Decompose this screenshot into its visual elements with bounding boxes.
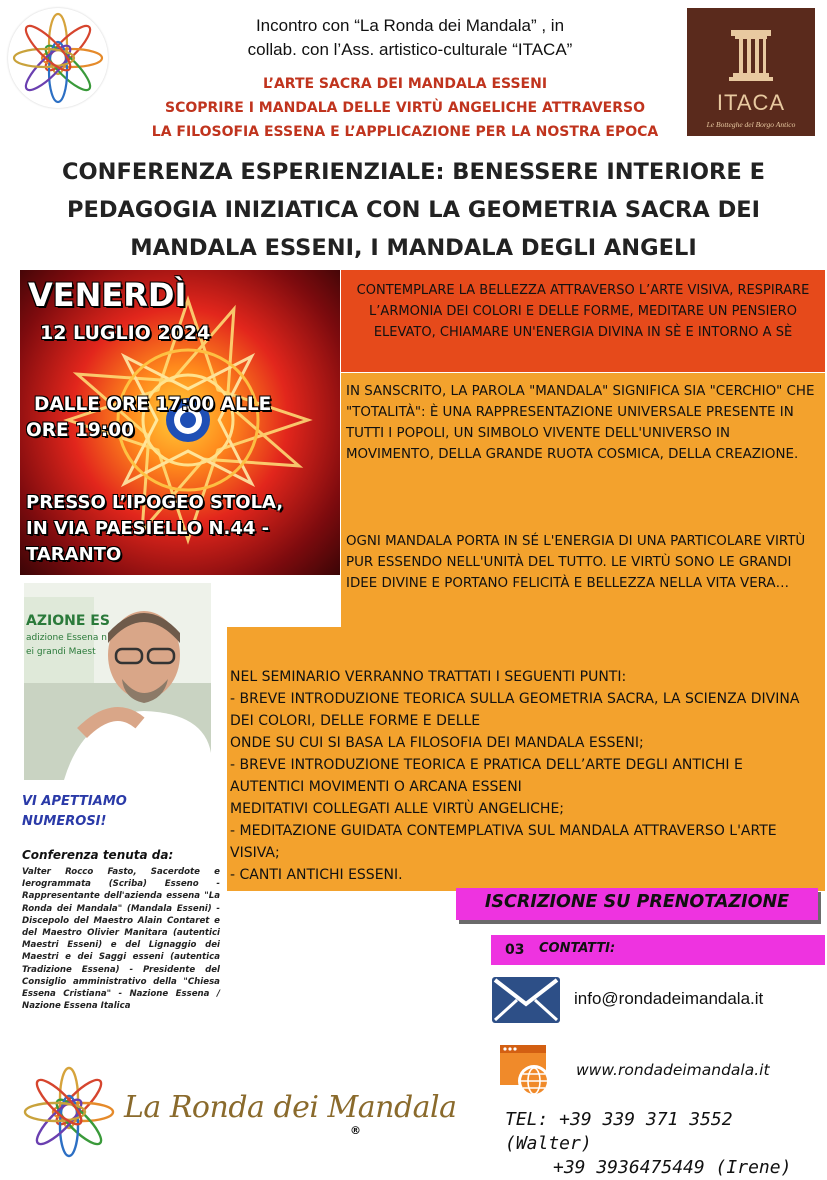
phone-numbers: [505, 1108, 820, 1180]
intro-text: [150, 14, 670, 62]
contacts-label: CONTATTI:: [539, 941, 616, 956]
mandala-flower-icon: [8, 8, 108, 108]
event-day: VENERDÌ: [28, 276, 187, 314]
topic-item-3: - MEDITAZIONE GUIDATA CONTEMPLATIVA SUL MANDALA ATTRAVERSO L'ARTE VISIVA;: [230, 823, 777, 861]
topic-item-1: - BREVE INTRODUZIONE TEORICA SULLA GEOMETRIA SACRA, LA SCIENZA DIVINA DEI COLORI, DELLE FORME E DELLE: [230, 691, 800, 729]
email-icon: [491, 976, 561, 1024]
intro-line-2: collab. con l’Ass. artistico-culturale “ITACA”: [247, 40, 573, 59]
banner-text-1: AZIONE ES: [26, 613, 110, 629]
topic-item-2-cont: MEDITATIVI COLLEGATI ALLE VIRTÙ ANGELICHE;: [230, 801, 565, 817]
subtitle-line-3: LA FILOSOFIA ESSENA E L’APPLICAZIONE PER LA NOSTRA EPOCA: [151, 124, 659, 140]
conference-title-line-3: MANDALA ESSENI, I MANDALA DEGLI ANGELI: [130, 235, 697, 261]
speaker-photo: [24, 583, 211, 780]
held-by-label: Conferenza tenuta da:: [22, 848, 174, 862]
subtitle-line-1: L’ARTE SACRA DEI MANDALA ESSENI: [262, 76, 548, 92]
speaker-bio: Valter Rocco Fasto, Sacerdote e Ierogrammata (Scriba) Esseno - Rappresentante dell'azienda essena "La Ronda dei Mandala" (Mandala Esseni) - Discepolo del Maestro Alain Contaret e del Maestro Olivier Manitara (autentici Maestri Esseni) e del Lignaggio dei Maestri e dei Saggi esseni (autentica Tradizione Essena) - Presidente del Consiglio amministrativo della "Chiesa Essena Cristiana" - Nazione Essena / Nazione Essena Italica: [22, 867, 220, 1012]
registered-mark: ®: [350, 1124, 361, 1137]
topic-item-2: - BREVE INTRODUZIONE TEORICA E PRATICA DELL’ARTE DEGLI ANTICHI E AUTENTICI MOVIMENTI O ARCANA ESSENI: [230, 757, 743, 795]
itaca-name: ITACA: [716, 90, 786, 115]
email-link[interactable]: info@rondadeimandala.it: [574, 989, 764, 1008]
intro-line-1: Incontro con “La Ronda dei Mandala” , in: [255, 16, 565, 35]
itaca-logo: [687, 8, 815, 136]
description-paragraph-1: IN SANSCRITO, LA PAROLA "MANDALA" SIGNIFICA SIA "CERCHIO" CHE "TOTALITÀ": È UNA RAPPRESENTAZIONE UNIVERSALE PRESENTE IN TUTTI I POPOLI, UN SIMBOLO VIVENTE DELL'UNIVERSO IN MOVIMENTO, DELLA GRANDE RUOTA COSMICA, DELLA CREAZIONE.: [346, 384, 815, 462]
subtitle-line-2: SCOPRIRE I MANDALA DELLE VIRTÙ ANGELICHE ATTRAVERSO: [165, 100, 645, 116]
mandala-logo: [8, 8, 108, 108]
conference-title-line-2: PEDAGOGIA INIZIATICA CON LA GEOMETRIA SACRA DEI: [66, 197, 761, 223]
banner-text-2: adizione Essena n: [26, 633, 107, 643]
description-paragraph-2: OGNI MANDALA PORTA IN SÉ L'ENERGIA DI UNA PARTICOLARE VIRTÙ PUR ESSENDO NELL'UNITÀ DEL TUTTO. LE VIRTÙ SONO LE GRANDI IDEE DIVINE E PORTANO FELICITÀ E BELLEZZA NELLA VITA VERA…: [346, 534, 806, 591]
mandala-flower-icon: [14, 1062, 124, 1162]
intro-box: [341, 270, 825, 372]
banner-text-3: ei grandi Maest: [26, 647, 96, 657]
topic-item-1-cont: ONDE SU CUI SI BASA LA FILOSOFIA DEI MANDALA ESSENI;: [230, 735, 644, 751]
topic-item-4: - CANTI ANTICHI ESSENI.: [230, 867, 403, 883]
signup-banner: [456, 888, 818, 920]
welcome-message: [22, 792, 182, 832]
welcome-line-1: VI APETTIAMO: [22, 794, 127, 809]
topics-intro: NEL SEMINARIO VERRANNO TRATTATI I SEGUENTI PUNTI:: [230, 669, 627, 685]
welcome-line-2: NUMEROSI!: [22, 814, 107, 829]
itaca-tagline: Le Botteghe del Borgo Antico: [706, 120, 796, 129]
conference-title: [10, 153, 817, 267]
signup-text: ISCRIZIONE SU PRENOTAZIONE: [484, 892, 790, 912]
phone-line-2: +39 3936475449 (Irene): [553, 1157, 792, 1178]
seminar-topics: [230, 666, 818, 886]
brand-name: La Ronda dei Mandala: [124, 1090, 457, 1125]
event-time-line-2: ORE 19:00: [26, 420, 134, 441]
conference-title-line-1: CONFERENZA ESPERIENZIALE: BENESSERE INTERIORE E: [62, 159, 765, 185]
column-icon: [687, 16, 815, 96]
event-poster: [20, 270, 340, 575]
event-date: 12 LUGLIO 2024: [40, 322, 211, 344]
event-place-line-3: TARANTO: [26, 544, 122, 565]
phone-line-1: TEL: +39 339 371 3552 (Walter): [505, 1109, 733, 1154]
website-icon: [498, 1043, 556, 1099]
event-time-line-1: DALLE ORE 17:00 ALLE: [34, 394, 272, 415]
website-link[interactable]: www.rondadeimandala.it: [576, 1061, 770, 1079]
contacts-number: 03: [505, 942, 525, 958]
event-place-line-2: IN VIA PAESIELLO N.44 -: [26, 518, 270, 539]
contacts-header: [491, 935, 825, 965]
event-place-line-1: PRESSO L’IPOGEO STOLA,: [26, 492, 284, 513]
intro-box-text: CONTEMPLARE LA BELLEZZA ATTRAVERSO L’ARTE VISIVA, RESPIRARE L’ARMONIA DEI COLORI E DELLE FORME, MEDITARE UN PENSIERO ELEVATO, CHIAMARE UN'ENERGIA DIVINA IN SÈ E INTORNO A SÈ: [356, 283, 810, 340]
